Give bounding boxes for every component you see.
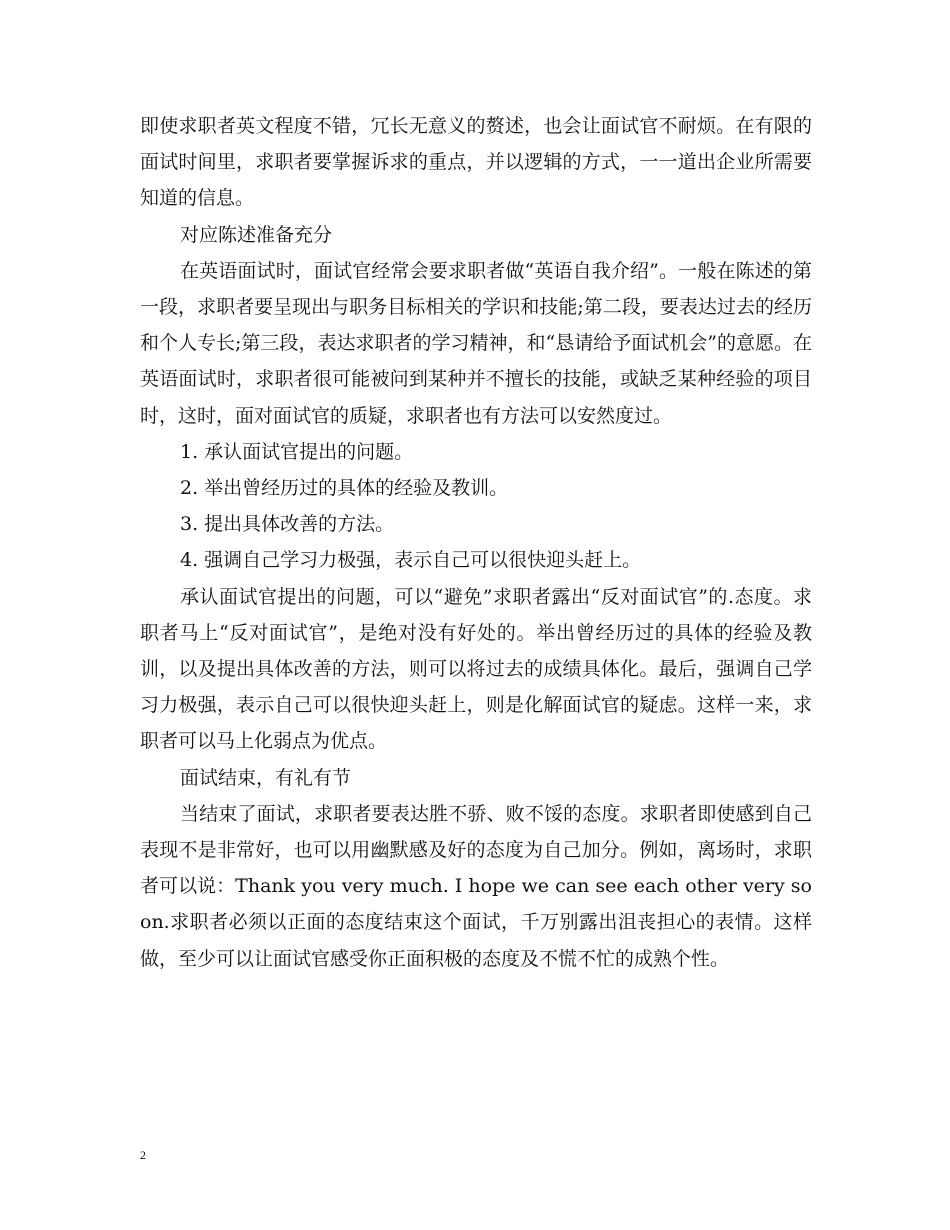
document-page <box>140 108 812 977</box>
list-item: 3. 提出具体改善的方法。 <box>180 513 395 536</box>
section-heading: 对应陈述准备充分 <box>180 223 333 246</box>
list-item: 1. 承认面试官提出的问题。 <box>180 440 414 463</box>
paragraph-continued: 即使求职者英文程度不错，冗长无意义的赘述，也会让面试官不耐烦。在有限的面试时间里，求职者要掌握诉求的重点，并以逻辑的方式，一一道出企业所需要知道的信息。 <box>140 115 812 210</box>
paragraph: 在英语面试时，面试官经常会要求职者做“英语自我介绍”。一般在陈述的第一段，求职者要呈现出与职务目标相关的学识和技能;第二段，要表达过去的经历和个人专长;第三段，表达求职者的学习精神，和“恳请给予面试机会”的意愿。在英语面试时，求职者很可能被问到某种并不擅长的技能，或缺乏某种经验的项目时，这时，面对面试官的质疑，求职者也有方法可以安然度过。 <box>140 259 812 427</box>
section-heading: 面试结束，有礼有节 <box>180 766 352 789</box>
page-number: 2 <box>140 1148 146 1162</box>
paragraph: 当结束了面试，求职者要表达胜不骄、败不馁的态度。求职者即使感到自己表现不是非常好，也可以用幽默感及好的态度为自己加分。例如，离场时，求职者可以说：Thank you very much. I hope we can see each other very soon.求职者必须以正面的态度结束这个面试，千万别露出沮丧担心的表情。这样做，至少可以让面试官感受你正面积极的态度及不慌不忙的成熟个性。 <box>140 802 812 970</box>
list-item: 2. 举出曾经历过的具体的经验及教训。 <box>180 477 509 500</box>
paragraph: 承认面试官提出的问题，可以“避免”求职者露出“反对面试官”的.态度。求职者马上“反对面试官”，是绝对没有好处的。举出曾经历过的具体的经验及教训，以及提出具体改善的方法，则可以将过去的成绩具体化。最后，强调自己学习力极强，表示自己可以很快迎头赶上，则是化解面试官的疑虑。这样一来，求职者可以马上化弱点为优点。 <box>140 585 812 753</box>
list-item: 4. 强调自己学习力极强，表示自己可以很快迎头赶上。 <box>180 549 642 572</box>
